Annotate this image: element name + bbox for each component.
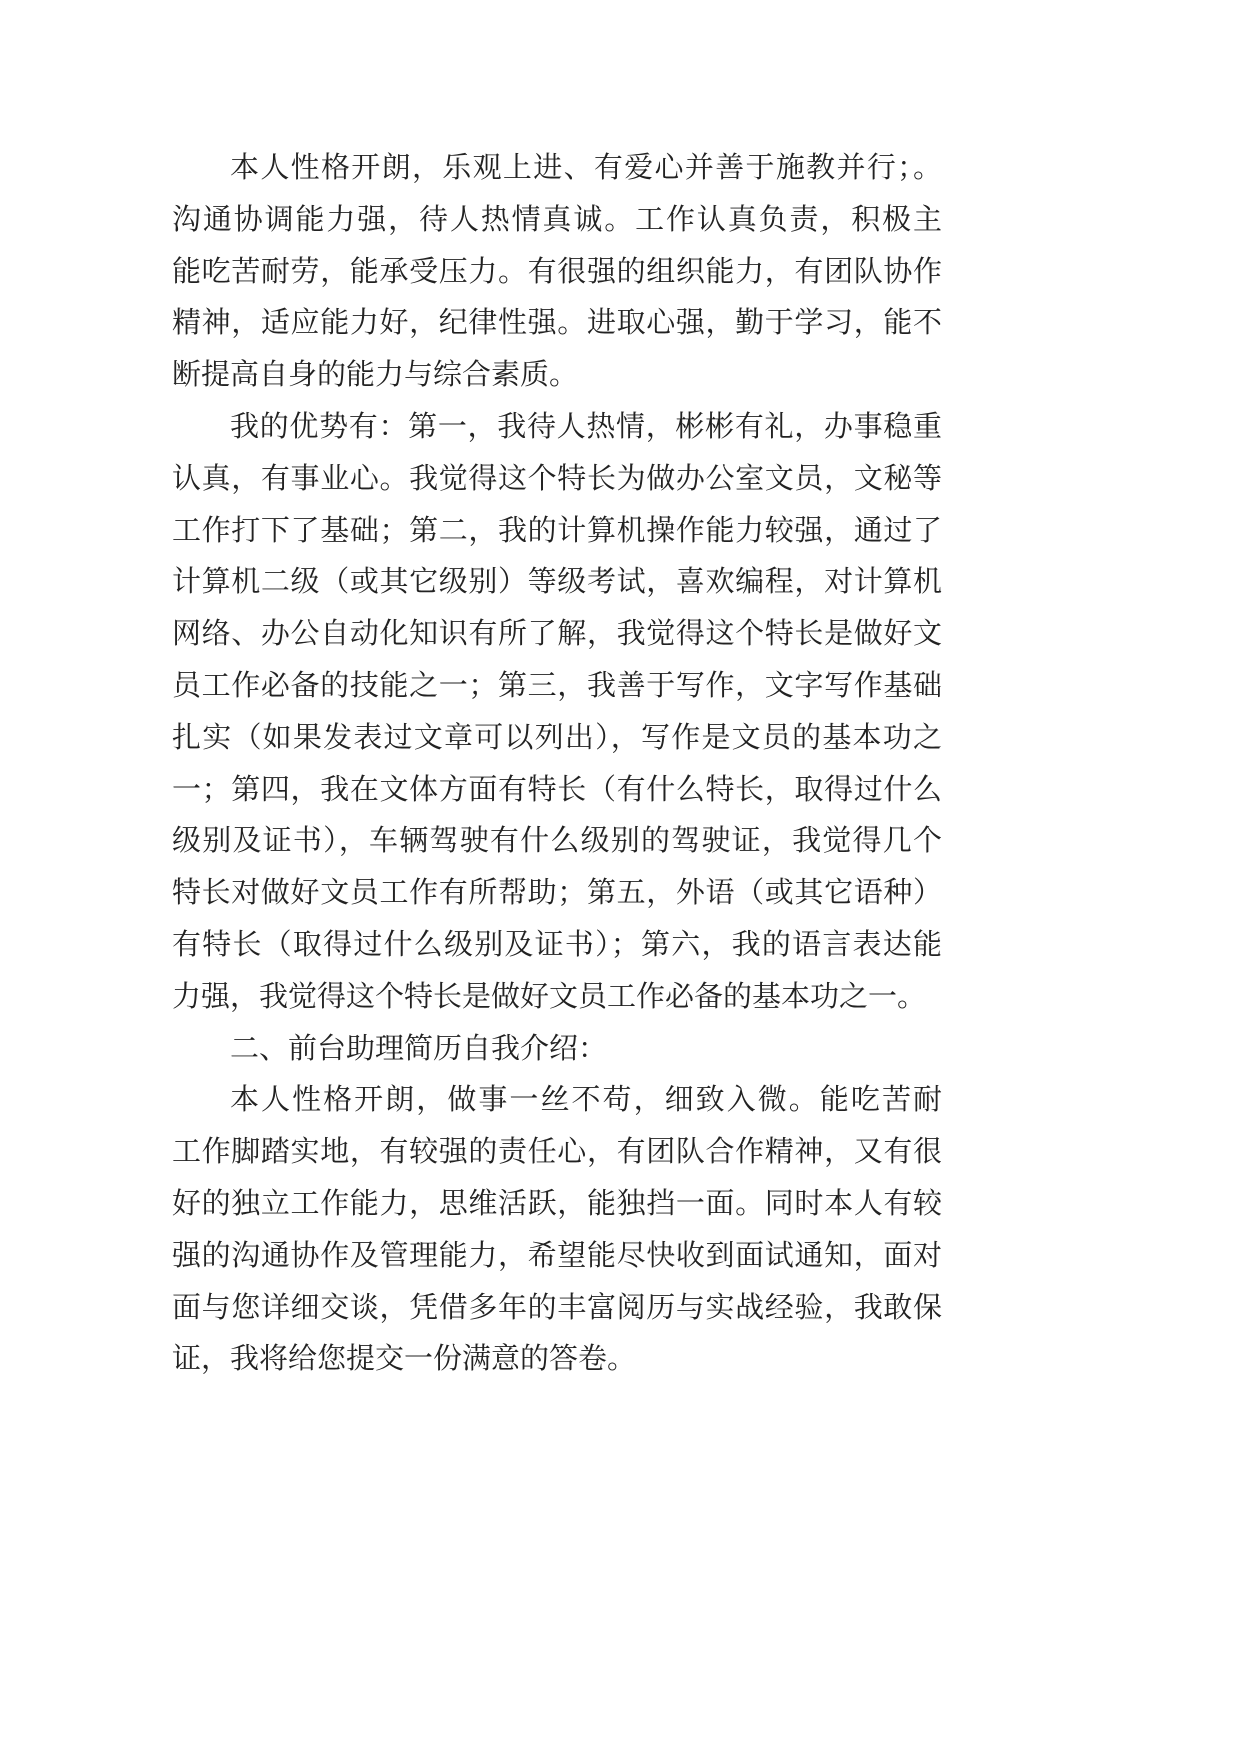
text-line: 网络、办公自动化知识有所了解，我觉得这个特长是做好文 — [172, 616, 942, 651]
text-line: 工作脚踏实地，有较强的责任心，有团队合作精神，又有很 — [172, 1134, 942, 1169]
section-heading-text: 二、前台助理简历自我介绍： — [230, 1030, 608, 1065]
paragraph-front-desk-intro — [172, 1074, 942, 1385]
text-line: 能吃苦耐劳，能承受压力。有很强的组织能力，有团队协作 — [172, 253, 942, 288]
section-heading-front-desk — [172, 1023, 942, 1075]
text-line: 认真，有事业心。我觉得这个特长为做办公室文员，文秘等 — [172, 460, 942, 495]
text-line: 级别及证书），车辆驾驶有什么级别的驾驶证，我觉得几个 — [172, 823, 942, 858]
text-line: 力强，我觉得这个特长是做好文员工作必备的基本功之一。 — [172, 978, 927, 1013]
paragraph-personality — [172, 142, 942, 401]
text-line: 面与您详细交谈，凭借多年的丰富阅历与实战经验，我敢保 — [172, 1289, 942, 1324]
document-page — [172, 142, 942, 1385]
text-line: 断提高自身的能力与综合素质。 — [172, 357, 579, 392]
paragraph-strengths — [172, 401, 942, 1023]
text-line: 本人性格开朗，做事一丝不苟，细致入微。能吃苦耐 — [230, 1082, 942, 1117]
text-line: 有特长（取得过什么级别及证书）；第六，我的语言表达能 — [172, 926, 942, 961]
text-line: 我的优势有：第一，我待人热情，彬彬有礼，办事稳重 — [230, 408, 942, 443]
text-line: 强的沟通协作及管理能力，希望能尽快收到面试通知，面对 — [172, 1237, 942, 1272]
text-line: 证，我将给您提交一份满意的答卷。 — [172, 1341, 637, 1376]
text-line: 特长对做好文员工作有所帮助；第五，外语（或其它语种） — [172, 875, 942, 910]
text-line: 沟通协调能力强，待人热情真诚。工作认真负责，积极主 — [172, 201, 942, 236]
text-line: 本人性格开朗，乐观上进、有爱心并善于施教并行；。 — [230, 150, 942, 184]
text-line: 一；第四，我在文体方面有特长（有什么特长，取得过什么 — [172, 771, 942, 806]
text-line: 计算机二级（或其它级别）等级考试，喜欢编程，对计算机 — [172, 564, 942, 599]
text-line: 员工作必备的技能之一；第三，我善于写作，文字写作基础 — [172, 667, 942, 702]
text-line: 工作打下了基础；第二，我的计算机操作能力较强，通过了 — [172, 512, 942, 547]
text-line: 好的独立工作能力，思维活跃，能独挡一面。同时本人有较 — [172, 1185, 942, 1220]
text-line: 扎实（如果发表过文章可以列出），写作是文员的基本功之 — [172, 719, 942, 754]
text-line: 精神，适应能力好，纪律性强。进取心强，勤于学习，能不 — [172, 305, 942, 340]
